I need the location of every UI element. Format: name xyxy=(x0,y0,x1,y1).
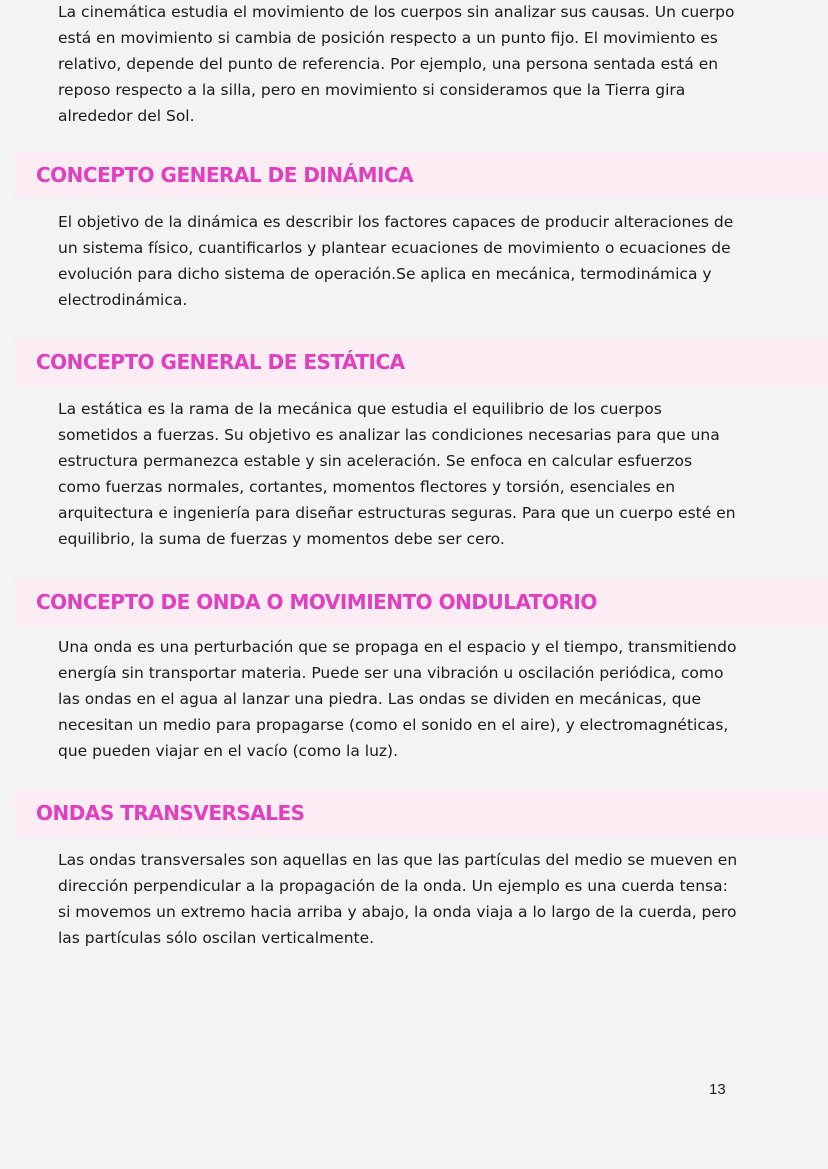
section-title-dinamica: CONCEPTO GENERAL DE DINÁMICA xyxy=(36,163,414,187)
section-paragraph-dinamica: El objetivo de la dinámica es describir los factores capaces de producir alteraciones de un sistema físico, cuantificarlos y plantear ecuaciones de movimiento o ecuaciones de evolución para dicho sistema de operación.Se aplica en mecánica, termodinámica y electrodinámica. xyxy=(58,213,734,309)
intro-paragraph: La cinemática estudia el movimiento de los cuerpos sin analizar sus causas. Un cuerpo está en movimiento si cambia de posición respecto a un punto fijo. El movimiento es relativo, depende del punto de referencia. Por ejemplo, una persona sentada está en reposo respecto a la silla, pero en movimiento si consideramos que la Tierra gira alrededor del Sol. xyxy=(58,3,735,125)
section-paragraph-transversales: Las ondas transversales son aquellas en las que las partículas del medio se mueven en dirección perpendicular a la propagación de la onda. Un ejemplo es una cuerda tensa: si movemos un extremo hacia arriba y abajo, la onda viaja a lo largo de la cuerda, pero las partículas sólo oscilan verticalmente. xyxy=(58,851,738,947)
section-paragraph-onda: Una onda es una perturbación que se propaga en el espacio y el tiempo, transmitiendo energía sin transportar materia. Puede ser una vibración u oscilación periódica, como las ondas en el agua al lanzar una piedra. Las ondas se dividen en mecánicas, que necesitan un medio para propagarse (como el sonido en el aire), y electromagnéticas, que pueden viajar en el vacío (como la luz). xyxy=(58,638,737,760)
section-title-transversales: ONDAS TRANSVERSALES xyxy=(36,801,305,825)
section-title-estatica: CONCEPTO GENERAL DE ESTÁTICA xyxy=(36,350,405,374)
section-paragraph-estatica: La estática es la rama de la mecánica que estudia el equilibrio de los cuerpos sometidos a fuerzas. Su objetivo es analizar las condiciones necesarias para que una estructura permanezca estable y sin aceleración. Se enfoca en calcular esfuerzos como fuerzas normales, cortantes, momentos flectores y torsión, esenciales en arquitectura e ingeniería para diseñar estructuras seguras. Para que un cuerpo esté en equilibrio, la suma de fuerzas y momentos debe ser cero. xyxy=(58,400,736,548)
section-header-dinamica xyxy=(14,152,828,198)
section-header-onda xyxy=(14,579,828,625)
section-title-onda: CONCEPTO DE ONDA O MOVIMIENTO ONDULATORIO xyxy=(36,590,597,614)
page-number: 13 xyxy=(709,1081,726,1098)
section-header-transversales xyxy=(14,790,828,836)
section-header-estatica xyxy=(14,339,828,385)
